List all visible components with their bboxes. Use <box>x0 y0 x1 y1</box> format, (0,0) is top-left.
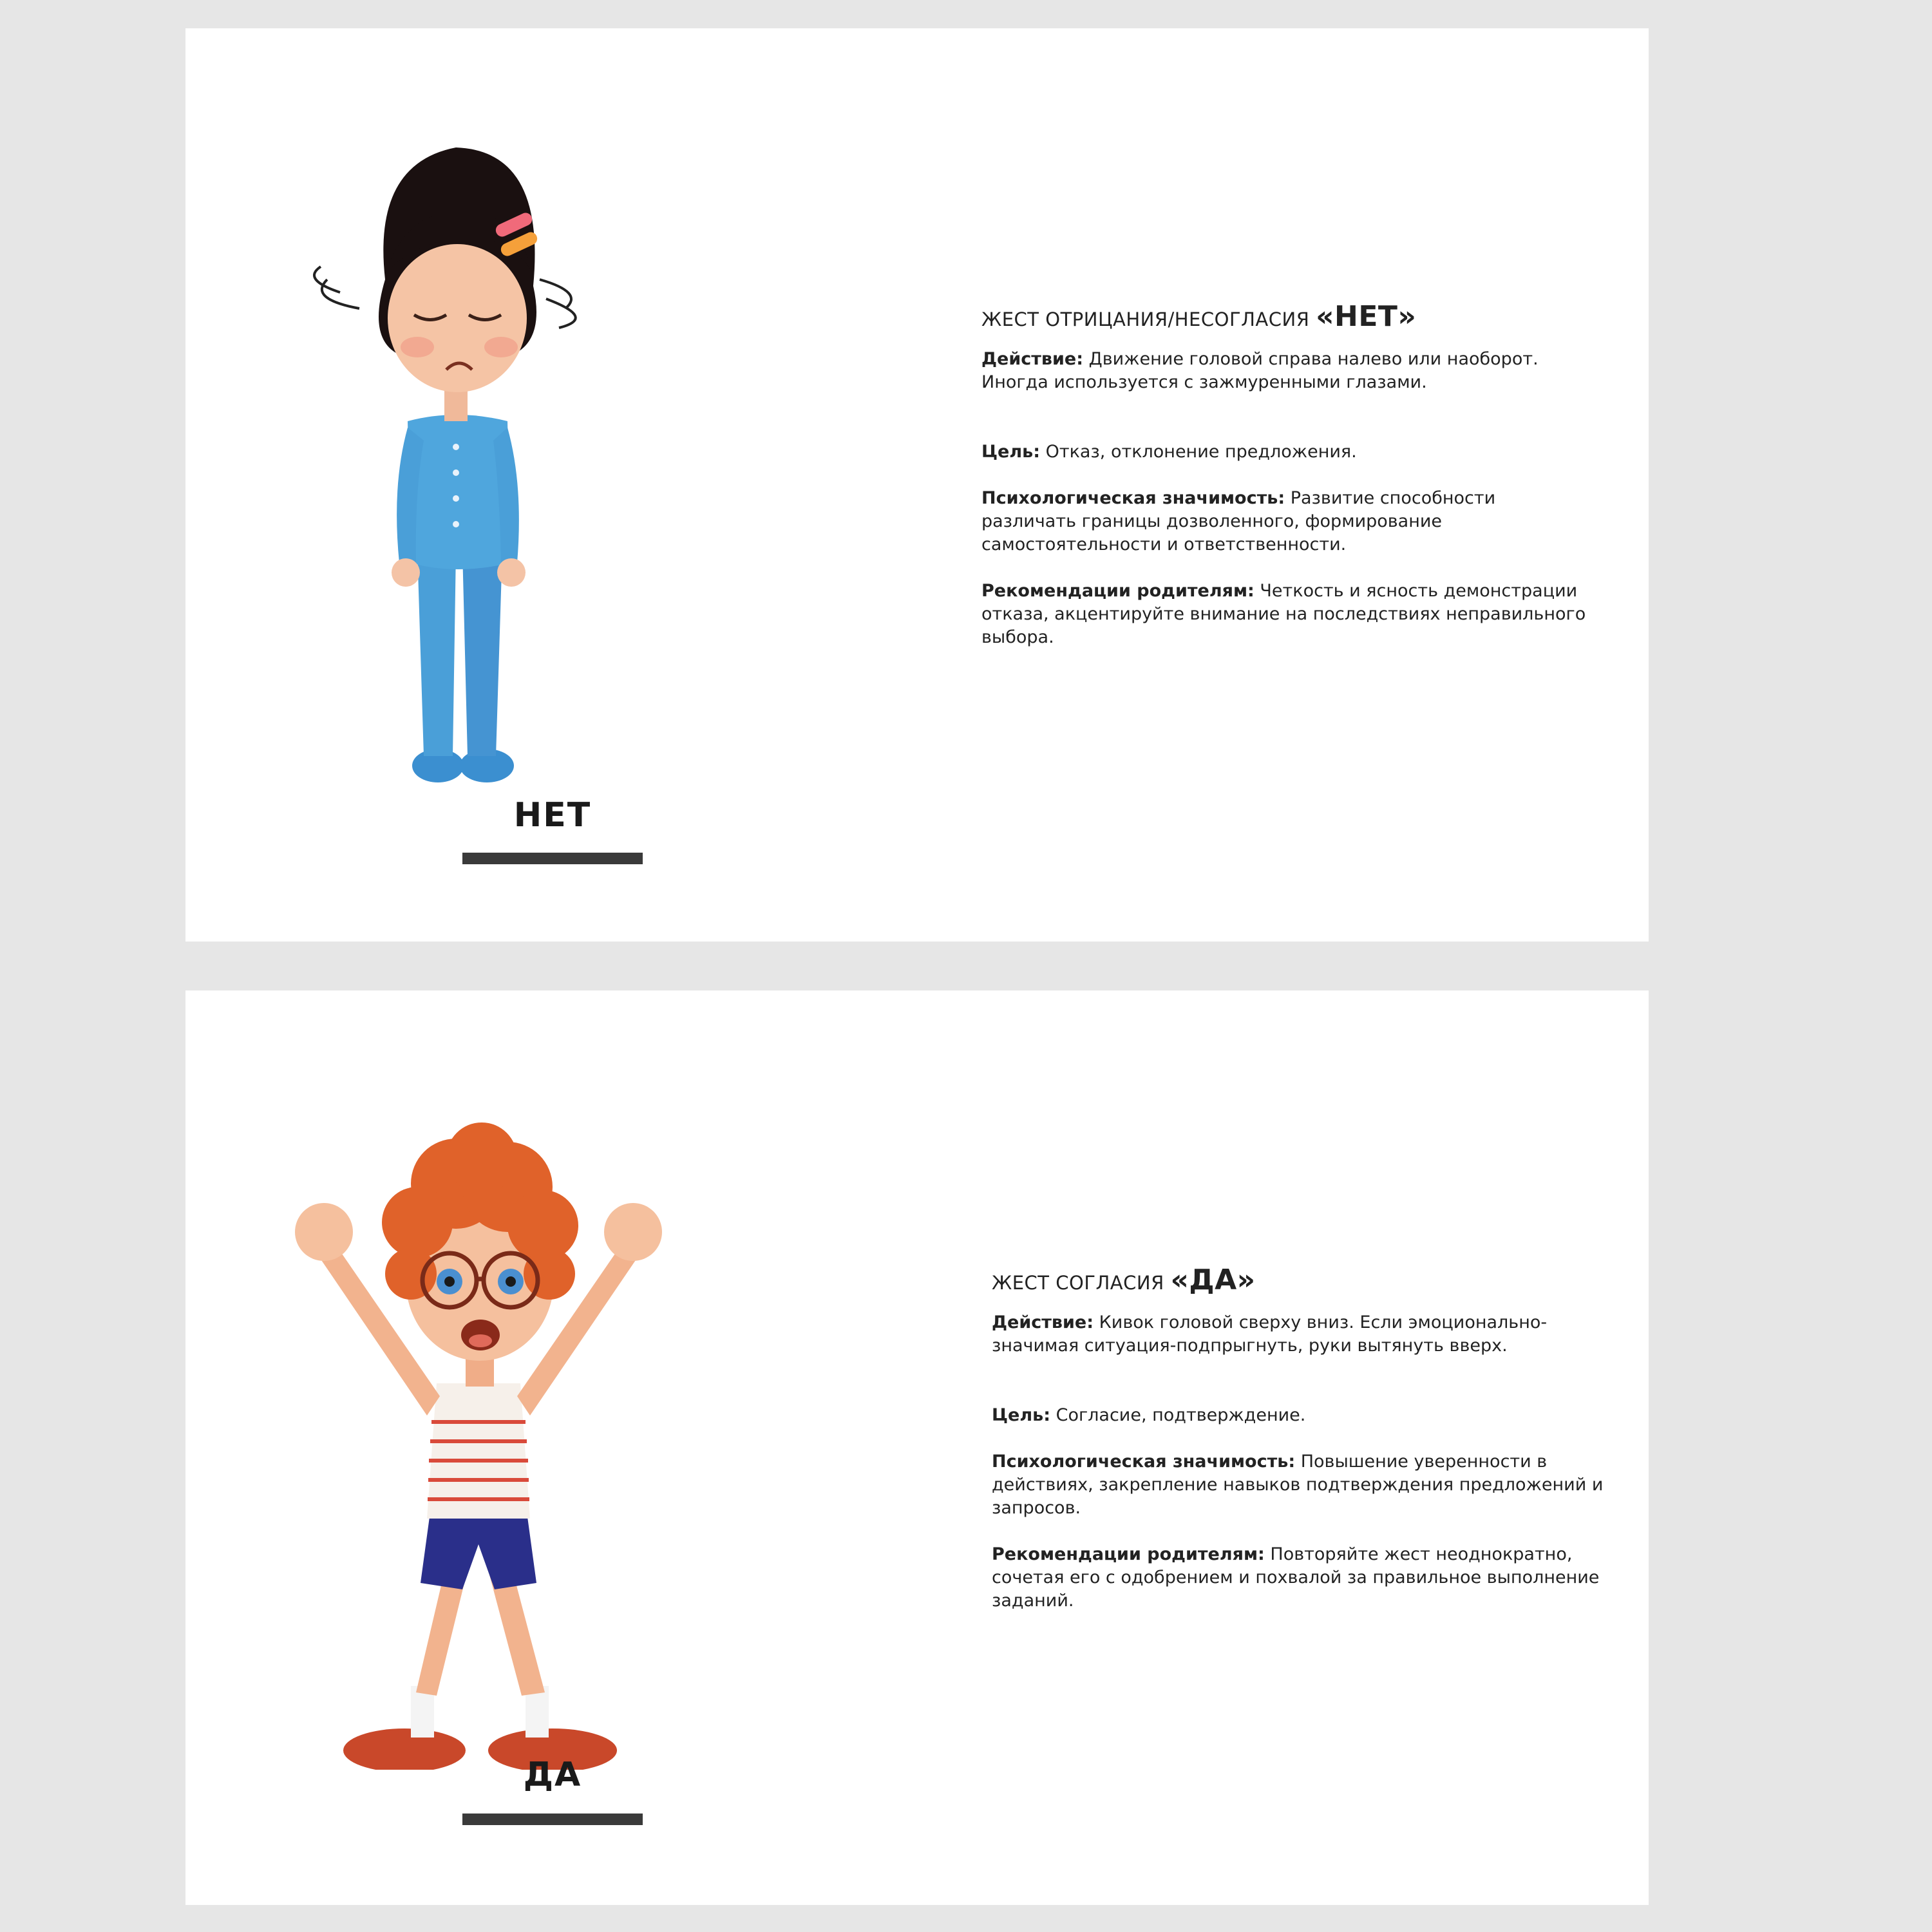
gesture-card-yes <box>185 990 1649 1905</box>
heading-prefix: ЖЕСТ СОГЛАСИЯ <box>992 1272 1171 1294</box>
gesture-caption: НЕТ <box>513 796 592 835</box>
gesture-description <box>981 300 1593 672</box>
recommendation-label: Рекомендации родителям: <box>992 1544 1265 1564</box>
psych-text: Повышение уверенности в действиях, закрепление навыков подтверждения предложений и запросов. <box>992 1452 1604 1518</box>
psych-paragraph <box>981 487 1593 556</box>
recommendation-text: Четкость и ясность демонстрации отказа, акцентируйте внимание на последствиях неправильного выбора. <box>981 581 1586 647</box>
caption-underline <box>462 853 643 864</box>
gesture-description <box>992 1264 1604 1636</box>
recommendation-paragraph <box>981 580 1593 649</box>
recommendation-label: Рекомендации родителям: <box>981 581 1255 601</box>
psych-text: Развитие способности различать границы дозволенного, формирование самостоятельности и ответственности. <box>981 488 1496 554</box>
gesture-card-no <box>185 28 1649 942</box>
goal-label: Цель: <box>992 1405 1051 1425</box>
goal-label: Цель: <box>981 442 1041 462</box>
girl-illustration <box>263 86 675 808</box>
goal-paragraph <box>992 1404 1604 1427</box>
heading-word: «НЕТ» <box>1316 300 1417 333</box>
gesture-caption: ДА <box>523 1756 582 1794</box>
action-paragraph <box>992 1311 1604 1358</box>
heading-prefix: ЖЕСТ ОТРИЦАНИЯ/НЕСОГЛАСИЯ <box>981 308 1316 330</box>
gesture-heading <box>992 1264 1604 1296</box>
action-text: Кивок головой сверху вниз. Если эмоционально-значимая ситуация-подпрыгнуть, руки вытянуть вверх. <box>992 1312 1548 1356</box>
action-label: Действие: <box>992 1312 1094 1332</box>
gesture-heading <box>981 300 1593 333</box>
recommendation-paragraph <box>992 1543 1604 1613</box>
action-text: Движение головой справа налево или наоборот. Иногда используется с зажмуренными глазами. <box>981 349 1539 392</box>
psych-paragraph <box>992 1450 1604 1520</box>
boy-illustration <box>263 1048 675 1770</box>
goal-text: Отказ, отклонение предложения. <box>1040 442 1357 462</box>
psych-label: Психологическая значимость: <box>992 1452 1296 1472</box>
heading-word: «ДА» <box>1170 1264 1256 1296</box>
psych-label: Психологическая значимость: <box>981 488 1285 508</box>
recommendation-text: Повторяйте жест неоднократно, сочетая его с одобрением и похвалой за правильное выполнение заданий. <box>992 1544 1600 1611</box>
caption-underline <box>462 1814 643 1825</box>
goal-text: Согласие, подтверждение. <box>1050 1405 1306 1425</box>
action-label: Действие: <box>981 349 1084 369</box>
goal-paragraph <box>981 440 1593 464</box>
action-paragraph <box>981 348 1593 394</box>
